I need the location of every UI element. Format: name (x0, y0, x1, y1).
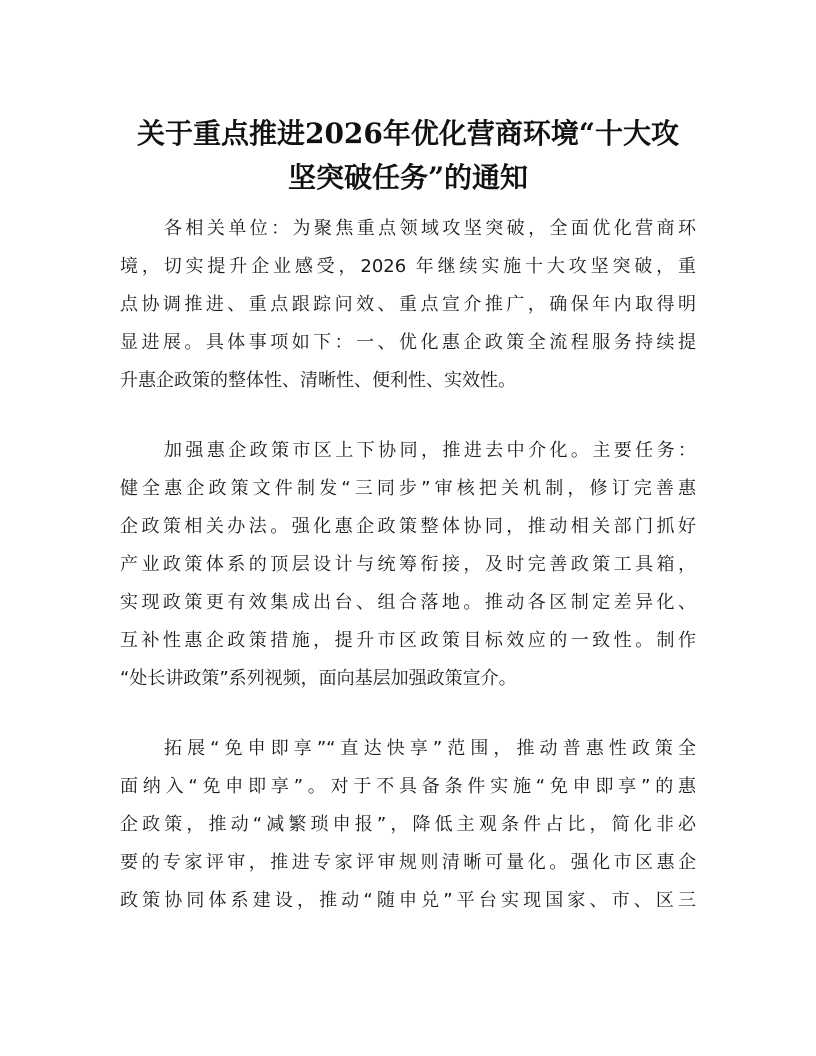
text-line: 政策协同体系建设，推动“随申兑”平台实现国家、市、区三 (120, 890, 696, 911)
text-line: 点协调推进、重点跟踪问效、重点宣介推广，确保年内取得明 (120, 294, 696, 315)
text-line: 面纳入“免申即享”。对于不具备条件实施“免申即享”的惠 (120, 776, 696, 797)
document-title (110, 112, 706, 200)
paragraph (120, 210, 696, 400)
text-line: 互补性惠企政策措施，提升市区政策目标效应的一致性。制作 (120, 630, 696, 651)
document-body (120, 210, 696, 920)
text-line: 要的专家评审，推进专家评审规则清晰可量化。强化市区惠企 (120, 852, 696, 873)
text-line: 产业政策体系的顶层设计与统筹衔接，及时完善政策工具箱， (120, 554, 696, 575)
text-line: 企政策，推动“减繁琐申报”，降低主观条件占比，简化非必 (120, 814, 696, 835)
text-line: 各相关单位：为聚焦重点领域攻坚突破，全面优化营商环 (164, 218, 696, 239)
title-line: 关于重点推进2026年优化营商环境“十大攻 (136, 117, 680, 150)
text-line: “处长讲政策”系列视频，面向基层加强政策宣介。 (120, 668, 517, 689)
title-line: 坚突破任务”的通知 (287, 161, 529, 194)
text-line: 健全惠企政策文件制发“三同步”审核把关机制，修订完善惠 (120, 478, 696, 499)
text-line: 实现政策更有效集成出台、组合落地。推动各区制定差异化、 (120, 592, 696, 613)
paragraph-gap (120, 400, 696, 432)
text-line: 显进展。具体事项如下：一、优化惠企政策全流程服务持续提 (120, 332, 696, 353)
text-line: 企政策相关办法。强化惠企政策整体协同，推动相关部门抓好 (120, 516, 696, 537)
text-line: 拓展“免申即享”“直达快享”范围，推动普惠性政策全 (164, 738, 696, 759)
text-line: 升惠企政策的整体性、清晰性、便利性、实效性。 (120, 370, 516, 391)
text-line: 加强惠企政策市区上下协同，推进去中介化。主要任务： (164, 440, 696, 461)
paragraph (120, 432, 696, 698)
text-line: 境，切实提升企业感受，2026 年继续实施十大攻坚突破，重 (120, 256, 696, 277)
paragraph-gap (120, 698, 696, 730)
paragraph (120, 730, 696, 920)
